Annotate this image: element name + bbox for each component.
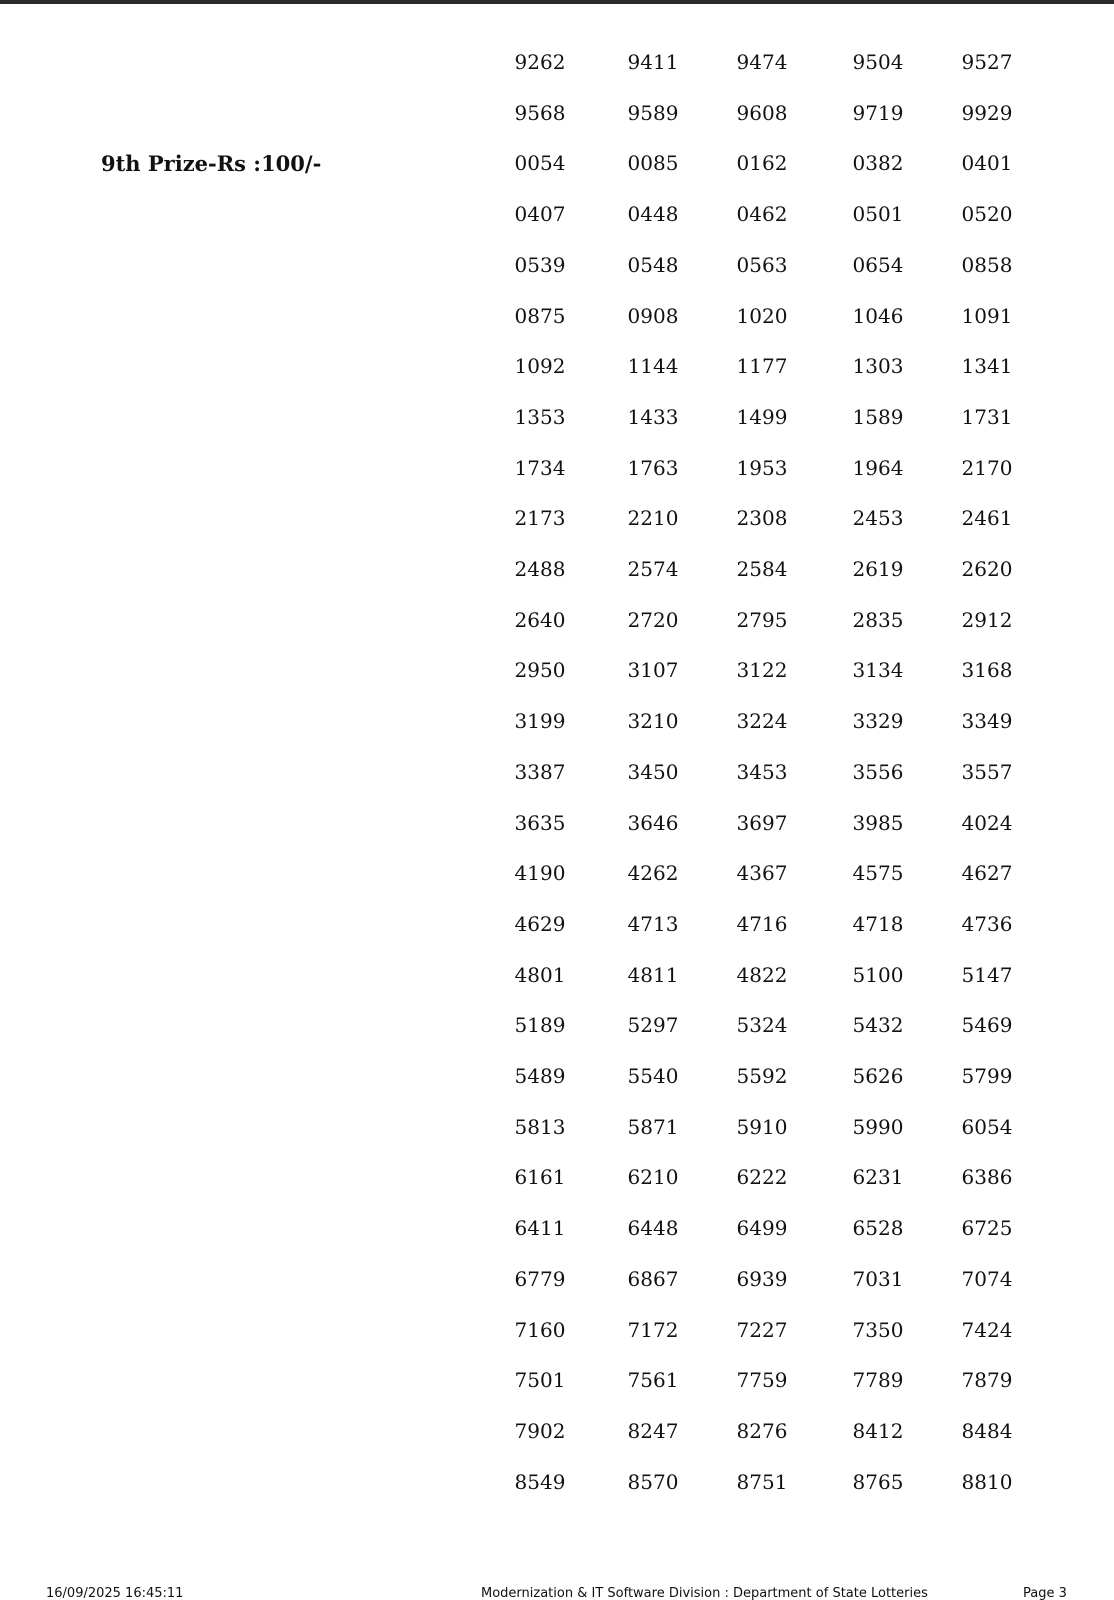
winning-number: 9474 [736,50,788,74]
winning-number: 2308 [736,506,788,531]
winning-number: 0858 [961,252,1013,277]
winning-number: 0085 [627,151,679,176]
winning-number: 7424 [961,1317,1013,1342]
winning-number: 4367 [736,861,788,886]
winning-number: 4716 [736,911,788,936]
winning-number: 0539 [514,252,566,277]
winning-number: 1589 [852,404,904,429]
winning-number: 0448 [627,202,679,227]
winning-number: 2461 [961,506,1013,531]
winning-number: 7227 [736,1317,788,1342]
winning-number: 6411 [514,1216,566,1241]
winning-number: 6779 [514,1266,566,1291]
winning-number: 5592 [736,1064,788,1088]
winning-number: 1734 [514,455,566,480]
winning-number: 5626 [852,1064,904,1088]
winning-number: 3349 [961,709,1013,734]
winning-number: 5297 [627,1013,679,1038]
winning-number: 1953 [736,455,788,480]
page-footer [0,1586,1114,1600]
winning-number: 1092 [514,354,566,379]
winning-number: 9929 [961,100,1013,125]
winning-number: 7031 [852,1266,904,1291]
winning-number: 1341 [961,354,1013,379]
winning-number: 4024 [961,810,1013,835]
winning-number: 1091 [961,303,1013,328]
winning-number: 3107 [627,658,679,683]
winning-number: 4713 [627,911,679,936]
winning-number: 3134 [852,658,904,683]
winning-number: 5189 [514,1013,566,1038]
winning-number: 7759 [736,1368,788,1393]
winning-number: 1964 [852,455,904,480]
winning-number: 2950 [514,658,566,683]
winning-number: 6222 [736,1165,788,1190]
winning-number: 7501 [514,1368,566,1393]
winning-number: 2835 [852,607,904,632]
winning-number: 4190 [514,861,566,886]
winning-number: 2619 [852,557,904,581]
winning-number: 4575 [852,861,904,886]
winning-number: 9719 [852,100,904,125]
winning-number: 7172 [627,1317,679,1342]
winning-number: 6448 [627,1216,679,1241]
winning-number: 3168 [961,658,1013,683]
winning-number: 4811 [627,962,679,987]
winning-number: 6499 [736,1216,788,1241]
winning-number: 5100 [852,962,904,987]
winning-number: 0462 [736,202,788,227]
winning-number: 8751 [736,1469,788,1494]
winning-number: 9411 [627,50,679,74]
winning-number: 2210 [627,506,679,531]
winning-number: 6231 [852,1165,904,1190]
winning-number: 6939 [736,1266,788,1291]
winning-number: 2795 [736,607,788,632]
winning-number: 5910 [736,1114,788,1139]
winning-number: 1499 [736,404,788,429]
winning-number: 0407 [514,202,566,227]
winning-number: 6725 [961,1216,1013,1241]
winning-number: 4822 [736,962,788,987]
winning-number: 0875 [514,303,566,328]
winning-number: 5990 [852,1114,904,1139]
winning-number: 0401 [961,151,1013,176]
winning-number: 2640 [514,607,566,632]
winning-number: 6054 [961,1114,1013,1139]
winning-number: 6161 [514,1165,566,1190]
winning-number: 3210 [627,709,679,734]
footer-division: Modernization & IT Software Division : Department of State Lotteries [481,1586,928,1600]
prize-label: 9th Prize-Rs :100/- [101,151,322,176]
winning-number: 3199 [514,709,566,734]
winning-number: 5489 [514,1064,566,1088]
winning-number: 8570 [627,1469,679,1494]
winning-number: 9608 [736,100,788,125]
winning-number: 1353 [514,404,566,429]
winning-number: 2574 [627,557,679,581]
winning-number: 7879 [961,1368,1013,1393]
winning-number: 3450 [627,759,679,784]
winning-number: 3387 [514,759,566,784]
winning-number: 0654 [852,252,904,277]
winning-number: 3557 [961,759,1013,784]
winning-number: 2173 [514,506,566,531]
winning-number: 2584 [736,557,788,581]
winning-number: 4627 [961,861,1013,886]
winning-number: 1433 [627,404,679,429]
winning-number: 4736 [961,911,1013,936]
winning-number: 9568 [514,100,566,125]
winning-number: 3635 [514,810,566,835]
winning-number: 5540 [627,1064,679,1088]
winning-number: 1177 [736,354,788,379]
winning-number: 5469 [961,1013,1013,1038]
winning-number: 0162 [736,151,788,176]
winning-number: 8412 [852,1418,904,1443]
winning-number: 3224 [736,709,788,734]
winning-number: 9527 [961,50,1013,74]
winning-number: 5799 [961,1064,1013,1088]
winning-number: 5813 [514,1114,566,1139]
winning-number: 6867 [627,1266,679,1291]
winning-number: 8276 [736,1418,788,1443]
winning-number: 4629 [514,911,566,936]
top-border [0,0,1114,4]
winning-number: 7789 [852,1368,904,1393]
winning-number: 7561 [627,1368,679,1393]
winning-number: 2620 [961,557,1013,581]
winning-number: 2720 [627,607,679,632]
winning-number: 1731 [961,404,1013,429]
winning-number: 1020 [736,303,788,328]
winning-number: 6386 [961,1165,1013,1190]
footer-timestamp: 16/09/2025 16:45:11 [46,1586,184,1600]
winning-number: 0548 [627,252,679,277]
winning-number: 4718 [852,911,904,936]
winning-number: 9589 [627,100,679,125]
winning-number: 4801 [514,962,566,987]
winning-number: 4262 [627,861,679,886]
winning-number: 1303 [852,354,904,379]
winning-number: 0501 [852,202,904,227]
winning-number: 3329 [852,709,904,734]
footer-page-number: Page 3 [1023,1586,1067,1600]
winning-number: 8810 [961,1469,1013,1494]
winning-number: 7074 [961,1266,1013,1291]
winning-number: 0520 [961,202,1013,227]
winning-number: 8484 [961,1418,1013,1443]
winning-number: 5432 [852,1013,904,1038]
winning-number: 8765 [852,1469,904,1494]
winning-number: 2453 [852,506,904,531]
winning-number: 2170 [961,455,1013,480]
winning-number: 9262 [514,50,566,74]
winning-number: 5147 [961,962,1013,987]
winning-number: 3453 [736,759,788,784]
winning-number: 0382 [852,151,904,176]
winning-number: 3122 [736,658,788,683]
winning-number: 3556 [852,759,904,784]
winning-number: 7902 [514,1418,566,1443]
winning-number: 9504 [852,50,904,74]
winning-number: 8247 [627,1418,679,1443]
winning-number: 1144 [627,354,679,379]
winning-number: 3646 [627,810,679,835]
winning-number: 8549 [514,1469,566,1494]
winning-number: 3985 [852,810,904,835]
winning-number: 5324 [736,1013,788,1038]
winning-number: 7350 [852,1317,904,1342]
winning-number: 6528 [852,1216,904,1241]
winning-number: 6210 [627,1165,679,1190]
winning-number: 1046 [852,303,904,328]
winning-number: 7160 [514,1317,566,1342]
winning-number: 2912 [961,607,1013,632]
winning-number: 3697 [736,810,788,835]
winning-number: 2488 [514,557,566,581]
winning-number: 5871 [627,1114,679,1139]
winning-number: 0054 [514,151,566,176]
winning-number: 0908 [627,303,679,328]
winning-number: 0563 [736,252,788,277]
winning-number: 1763 [627,455,679,480]
